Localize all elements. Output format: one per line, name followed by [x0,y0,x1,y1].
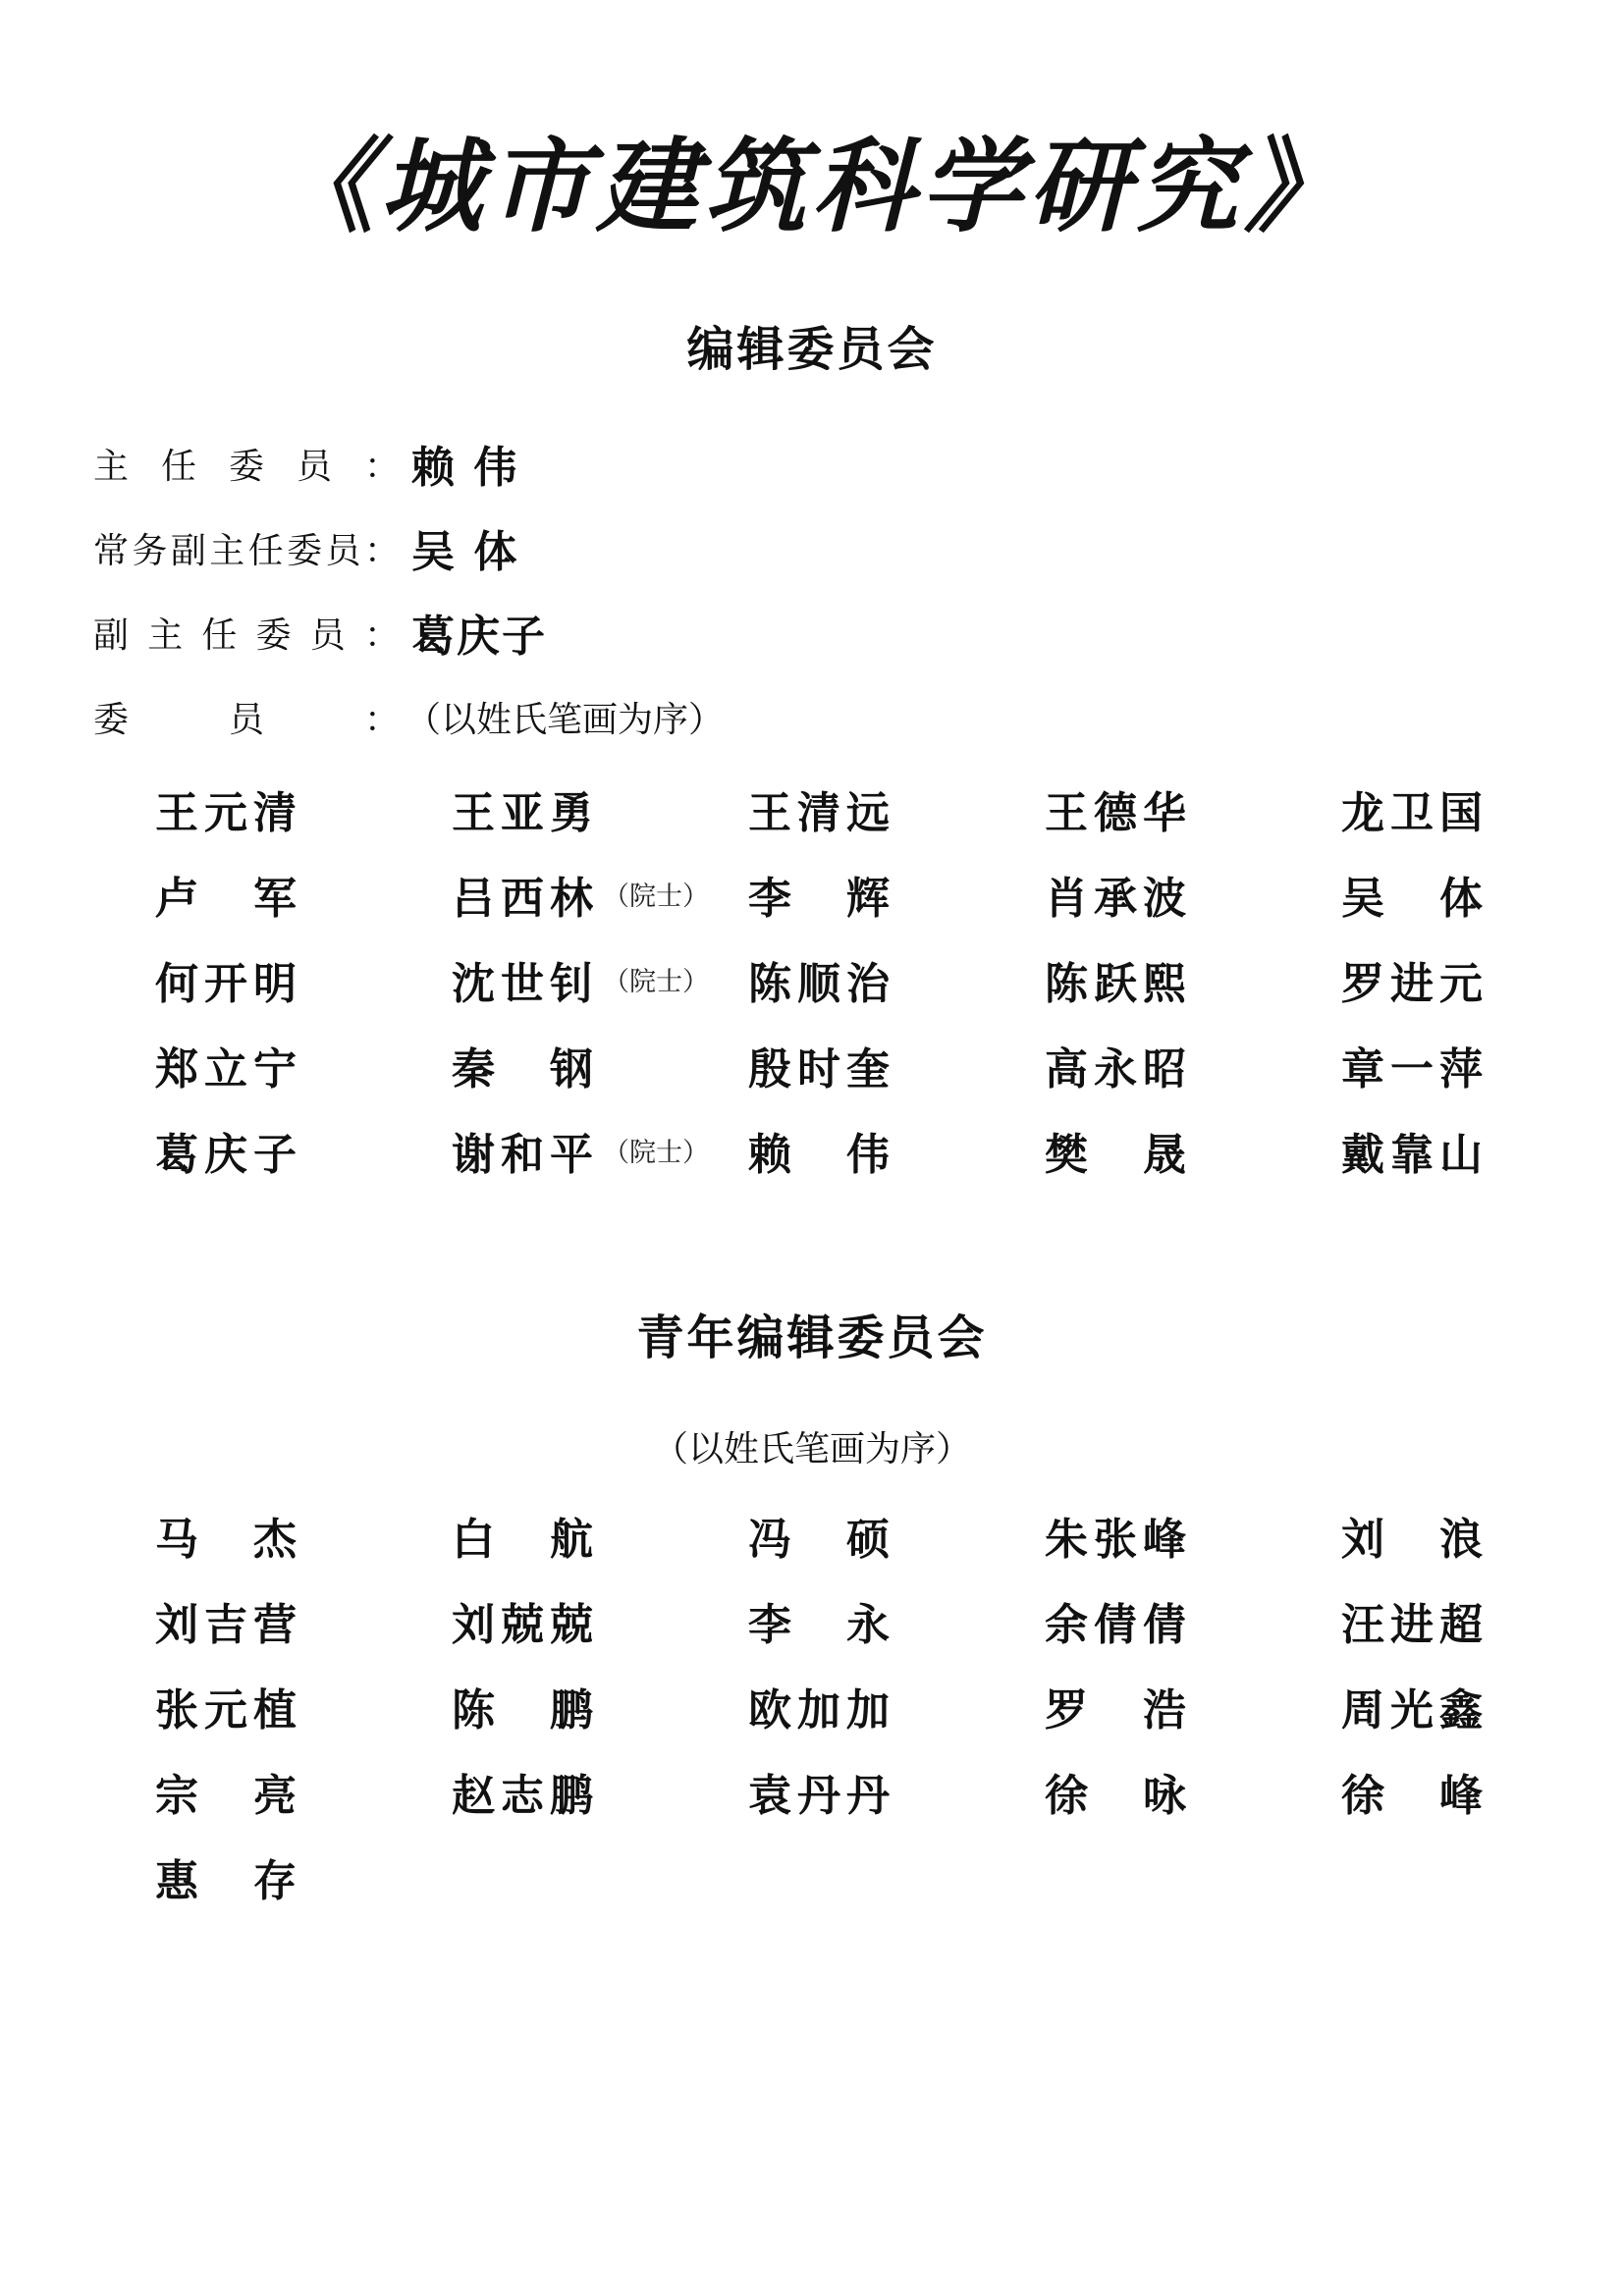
member-entry [155,1663,452,1748]
member-entry [155,1492,452,1577]
member-entry [1045,1577,1341,1663]
journal-title: 《城市建筑科学研究》 [271,126,1352,246]
member-name: 徐 峰 [1341,1770,1483,1821]
role-label: 副 主 任 委 员 ： [93,614,400,656]
member-name: 吕 西 林 [452,873,593,924]
editorial-board-title: 编辑委员会 [686,322,938,377]
member-entry [1045,1022,1341,1107]
role-label: 常 务 副 主 任 委 员 ： [93,530,400,571]
member-name: 沈 世 钊 [452,958,593,1009]
member-entry [452,1107,748,1193]
youth-members-grid [155,1492,1490,1919]
member-name: 刘 浪 [1341,1514,1483,1565]
member-entry [748,1107,1045,1193]
member-name: 李 辉 [748,873,890,924]
editorial-members-grid [155,766,1490,1193]
role-label: 主 任 委 员 ： [93,446,400,487]
member-name: 龙 卫 国 [1341,787,1483,838]
youth-order-note: （以姓氏笔画为序） [652,1429,971,1469]
member-order-note: （以姓氏笔画为序） [406,699,725,740]
member-name: 马 杰 [155,1514,297,1565]
role-row-members [93,687,724,746]
role-value: 葛庆子 [411,612,547,662]
member-entry [1341,766,1589,851]
member-name: 王 德 华 [1045,787,1186,838]
academician-note: （院士） [603,1138,709,1168]
member-name: 王 亚 勇 [452,787,593,838]
member-name: 冯 硕 [748,1514,890,1565]
member-entry [748,766,1045,851]
member-entry [1341,1022,1589,1107]
member-name: 殷 时 奎 [748,1043,890,1095]
academician-note: （院士） [603,967,709,997]
member-entry [1341,1577,1589,1663]
academician-note: （院士） [603,881,709,912]
member-entry [1045,766,1341,851]
member-entry [748,851,1045,936]
member-name: 秦 钢 [452,1043,593,1095]
member-entry [1341,851,1589,936]
member-entry [748,1577,1045,1663]
member-name: 朱 张 峰 [1045,1514,1186,1565]
member-entry [1341,1748,1589,1834]
member-name: 戴 靠 山 [1341,1129,1483,1180]
member-entry [452,1748,748,1834]
member-name: 惠 存 [155,1855,297,1906]
member-entry [748,1492,1045,1577]
member-name: 吴 体 [1341,873,1483,924]
member-entry [1045,851,1341,936]
member-entry [155,936,452,1022]
member-name: 谢 和 平 [452,1129,593,1180]
role-row-director [93,434,518,493]
member-entry [452,1022,748,1107]
role-value: 赖 伟 [411,443,519,493]
member-name: 赵 志 鹏 [452,1770,593,1821]
member-name: 周 光 鑫 [1341,1684,1483,1735]
member-name: 罗 浩 [1045,1684,1186,1735]
member-entry [1045,1748,1341,1834]
role-row-executive-deputy [93,518,518,577]
member-name: 宗 亮 [155,1770,297,1821]
role-value: 吴 体 [411,527,519,577]
member-entry [1341,1492,1589,1577]
member-entry [452,851,748,936]
member-name: 肖 承 波 [1045,873,1186,924]
member-name: 章 一 萍 [1341,1043,1483,1095]
member-name: 余 倩 倩 [1045,1599,1186,1650]
member-entry [155,766,452,851]
member-entry [452,766,748,851]
member-entry [1045,1492,1341,1577]
role-row-deputy [93,603,547,662]
member-entry [1045,936,1341,1022]
member-name: 葛 庆 子 [155,1129,297,1180]
member-entry [748,1022,1045,1107]
member-name: 张 元 植 [155,1684,297,1735]
member-name: 刘 兢 兢 [452,1599,593,1650]
member-name: 高 永 昭 [1045,1043,1186,1095]
member-entry [452,1577,748,1663]
member-name: 郑 立 宁 [155,1043,297,1095]
member-name: 卢 军 [155,873,297,924]
member-name: 白 航 [452,1514,593,1565]
member-name: 陈 跃 熙 [1045,958,1186,1009]
member-name: 欧 加 加 [748,1684,890,1735]
member-entry [1045,1663,1341,1748]
member-name: 陈 顺 治 [748,958,890,1009]
member-entry [155,1022,452,1107]
member-name: 袁 丹 丹 [748,1770,890,1821]
youth-board-title: 青年编辑委员会 [636,1310,988,1365]
member-name: 汪 进 超 [1341,1599,1483,1650]
member-name: 樊 晟 [1045,1129,1186,1180]
member-entry [1045,1107,1341,1193]
member-name: 王 清 远 [748,787,890,838]
member-entry [452,1492,748,1577]
member-name: 何 开 明 [155,958,297,1009]
member-entry [1341,1663,1589,1748]
member-entry [1341,1107,1589,1193]
member-entry [155,1577,452,1663]
member-entry [452,936,748,1022]
role-label: 委 员 ： [93,699,400,740]
member-name: 陈 鹏 [452,1684,593,1735]
member-entry [155,1834,452,1919]
member-entry [748,1748,1045,1834]
member-entry [748,1663,1045,1748]
member-entry [1341,936,1589,1022]
member-entry [155,1107,452,1193]
member-name: 刘 吉 营 [155,1599,297,1650]
member-name: 罗 进 元 [1341,958,1483,1009]
member-name: 徐 咏 [1045,1770,1186,1821]
member-entry [155,1748,452,1834]
member-entry [452,1663,748,1748]
member-entry [155,851,452,936]
member-name: 李 永 [748,1599,890,1650]
member-name: 王 元 清 [155,787,297,838]
member-name: 赖 伟 [748,1129,890,1180]
member-entry [748,936,1045,1022]
